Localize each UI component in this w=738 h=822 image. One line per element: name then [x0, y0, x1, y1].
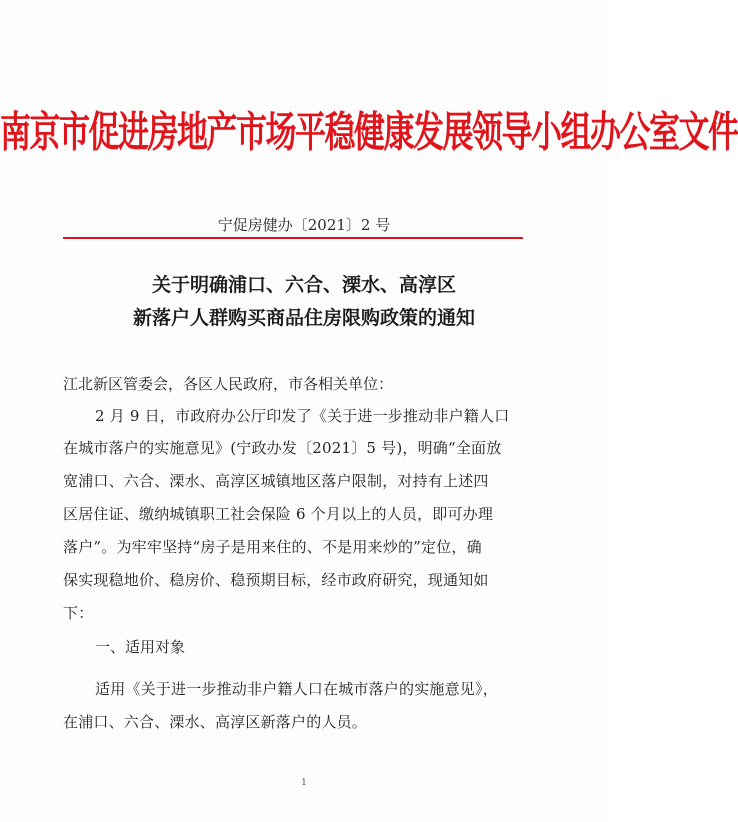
addressee: 江北新区管委会，各区人民政府，市各相关单位： [63, 375, 394, 393]
page-number: 1 [301, 778, 307, 788]
paragraph-1-line: 保实现稳地价、稳房价、稳预期目标，经市政府研究，现通知如 [63, 571, 489, 589]
paragraph-1-line: 落户”。为牢牢坚持“房子是用来住的、不是用来炒的”定位，确 [63, 538, 482, 556]
notice-title-line-1: 关于明确浦口、六合、溧水、高淳区 [151, 274, 456, 296]
paragraph-1-line: 下： [63, 604, 94, 622]
paragraph-1-line: 2 月 9 日，市政府办公厅印发了《关于进一步推动非户籍人口 [95, 407, 510, 425]
section-1-line: 适用《关于进一步推动非户籍人口在城市落户的实施意见》， [95, 680, 498, 698]
red-divider-line [63, 237, 523, 239]
paragraph-1-line: 区居住证、缴纳城镇职工社会保险 6 个月以上的人员，即可办理 [63, 505, 494, 523]
document-header-title: 南京市促进房地产市场平稳健康发展领导小组办公室文件 [0, 108, 738, 158]
document-number: 宁促房健办〔2021〕2 号 [217, 216, 391, 234]
section-1-line: 在浦口、六合、溧水、高淳区新落户的人员。 [63, 713, 368, 731]
paragraph-1-line: 在城市落户的实施意见》(宁政办发〔2021〕5 号)，明确“全面放 [63, 439, 502, 457]
section-1-heading: 一、适用对象 [95, 638, 186, 656]
notice-title-line-2: 新落户人群购买商品住房限购政策的通知 [132, 307, 475, 329]
paragraph-1-line: 宽浦口、六合、溧水、高淳区城镇地区落户限制，对持有上述四 [63, 472, 489, 490]
